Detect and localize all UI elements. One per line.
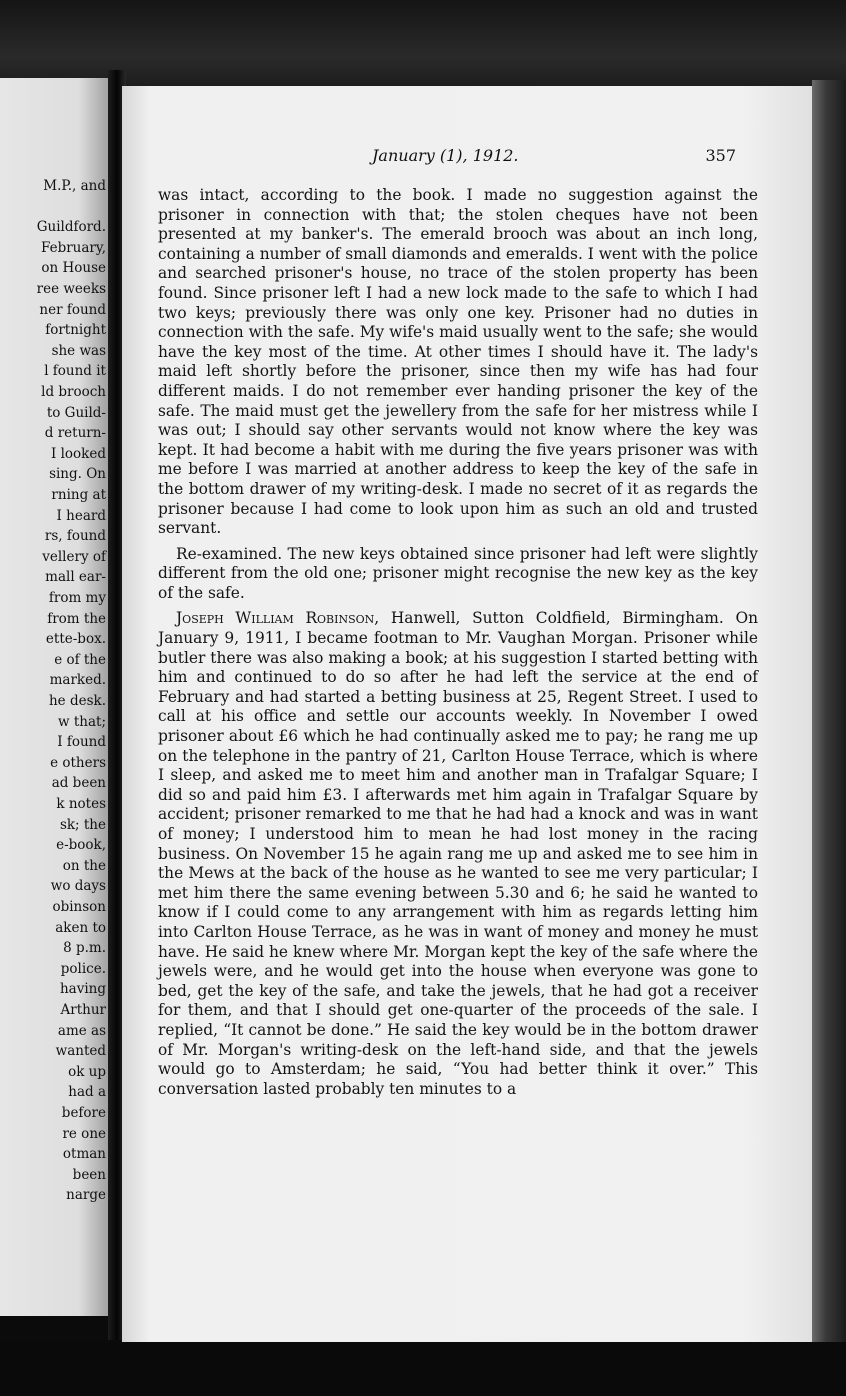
- left-page-fragment: he desk.: [48, 693, 106, 709]
- paragraph-1: [158, 186, 758, 539]
- left-page-fragment: police.: [60, 960, 106, 977]
- left-page-fragment: obinson: [52, 899, 106, 915]
- left-page-fragment: mall ear-: [45, 569, 106, 586]
- left-page-fragment: ld brooch: [41, 384, 106, 400]
- left-page-fragment: e of the: [54, 651, 106, 668]
- left-page-fragment: Arthur: [60, 1002, 106, 1018]
- left-page-fragment: e-book,: [56, 837, 106, 854]
- left-page-fragment: February,: [40, 239, 106, 256]
- left-page-fragment: 8 p.m.: [63, 940, 106, 957]
- paragraph-3: [158, 609, 758, 1099]
- left-page-fragment: ok up: [68, 1063, 106, 1080]
- witness-name: Joseph William Robinson,: [176, 609, 380, 628]
- left-page-fragment: wo days: [50, 878, 106, 895]
- left-page-fragment: on the: [62, 857, 106, 874]
- left-page-fragment: before: [61, 1105, 106, 1121]
- left-page-fragment: to Guild-: [46, 404, 106, 421]
- left-page-fragment: I looked: [50, 445, 106, 462]
- left-page-fragment: re one: [62, 1125, 106, 1142]
- paragraph-2-text: Re-examined. The new keys obtained since prisoner had left were slightly different from the old one; prisoner might recognise the new key as the key of the safe.: [158, 544, 758, 602]
- left-page-fragment: narge: [66, 1187, 106, 1204]
- left-page-fragment: wanted: [55, 1043, 106, 1060]
- left-page-fragment: Guildford.: [36, 219, 106, 236]
- bottom-shadow: [0, 1342, 846, 1396]
- left-page-fragment: fortnight: [45, 322, 106, 339]
- left-page-fragment: d return-: [44, 425, 106, 442]
- left-page-fragment: M.P., and: [43, 178, 106, 194]
- left-page-fragment: she was: [51, 342, 106, 359]
- page-number: 357: [705, 146, 736, 165]
- right-page: [122, 86, 812, 1342]
- left-page-fragment: e others: [50, 754, 106, 771]
- left-page-fragment: vellery of: [42, 548, 106, 565]
- left-page-fragment: w that;: [58, 713, 106, 730]
- left-page-fragment: been: [72, 1166, 106, 1183]
- body-text: [158, 186, 758, 1105]
- left-page-fragment: ner found: [39, 301, 106, 318]
- paragraph-1-text: was intact, according to the book. I made no suggestion against the prisoner in connection with that; the stolen cheques have not been presented at my banker's. The emerald brooch was about an inch long, containing a number of small diamonds and emeralds. I went with the police and searched prisoner's house, no trace of the stolen property has been found. Since prisoner left I had a new lock made to the safe to which I had two keys; previously there was only one key. Prisoner had no duties in connection with the safe. My wife's maid usually went to the safe; she would have the key most of the time. At other times I should have it. The lady's maid left shortly before the prisoner, since then my wife has had four different maids. I do not remember ever handing prisoner the key of the safe. The maid must get the jewellery from the safe for her mistress while I was out; I should say other servants would not know where the key was kept. It had become a habit with me during the five years prisoner was with me before I was married at another address to keep the key of the safe in the bottom drawer of my writing-desk. I made no secret of it as regards the prisoner because I had come to look upon him as such an old and trusted servant.: [158, 186, 758, 538]
- page-header: [122, 146, 812, 170]
- top-shadow: [0, 0, 846, 95]
- left-page-fragment: ad been: [51, 775, 106, 792]
- left-page-fragment: marked.: [49, 672, 106, 689]
- left-page-fragment: had a: [68, 1084, 106, 1101]
- left-page-fragment: l found it: [44, 363, 106, 380]
- left-page-fragment: rning at: [51, 487, 106, 503]
- running-head-date: January (1), 1912.: [372, 146, 519, 165]
- left-page-fragment: aken to: [55, 919, 106, 936]
- paragraph-2: [158, 545, 758, 604]
- left-page-fragment: rs, found: [44, 528, 106, 545]
- left-page-fragment: sing. On: [49, 466, 106, 483]
- left-page: [0, 78, 112, 1316]
- left-page-fragment: I heard: [56, 507, 106, 524]
- left-page-fragment: ame as: [57, 1022, 106, 1039]
- left-page-fragment: from my: [48, 590, 106, 606]
- left-page-fragment: ette-box.: [45, 631, 106, 648]
- left-page-fragment: I found: [57, 734, 106, 751]
- left-page-fragment: k notes: [56, 796, 106, 812]
- left-page-fragment: otman: [62, 1146, 106, 1163]
- left-page-fragment: having: [59, 981, 106, 998]
- left-page-fragment: sk; the: [59, 816, 106, 833]
- paragraph-3-text: Hanwell, Sutton Coldfield, Birmingham. On January 9, 1911, I became footman to Mr. Vaughan Morgan. Prisoner while butler there was also making a book; at his suggestion I started betting with him and continued to do so after he had left the service at the end of February and had started a betting business at 25, Regent Street. I used to call at his office and settle our accounts weekly. In November I owed prisoner about £6 which he had continually asked me to pay; he rang me up on the telephone in the pantry of 21, Carlton House Terrace, which is where I sleep, and asked me to meet him and another man in Trafalgar Square; I did so and paid him £3. I afterwards met him again in Trafalgar Square by accident; prisoner remarked to me that he had had a knock and was in want of money; I understood him to mean he had lost money in the racing business. On November 15 he again rang me up and asked me to see him in the Mews at the back of the house as he wanted to see me very particular; I met him there the same evening between 5.30 and 6; he said he wanted to know if I could come to any arrangement with him as regards letting him into Carlton House Terrace, as he was in want of money and money he must have. He said he knew where Mr. Morgan kept the key of the safe where the jewels were, and he would get into the house when everyone was gone to bed, get the key of the safe, and take the jewels, that he had got a receiver for them, and that I should get one-quarter of the proceeds of the sale. I replied, “It cannot be done.” He said the key would be in the bottom drawer of Mr. Morgan's writing-desk on the left-hand side, and that the jewels would go to Amsterdam; he said, “You had better think it over.” This conversation lasted probably ten minutes to a: [158, 609, 758, 1098]
- left-page-fragment: ree weeks: [36, 281, 106, 297]
- right-edge-shadow: [812, 80, 846, 1350]
- left-page-fragment: from the: [47, 610, 106, 627]
- left-page-fragment: on House: [41, 260, 106, 277]
